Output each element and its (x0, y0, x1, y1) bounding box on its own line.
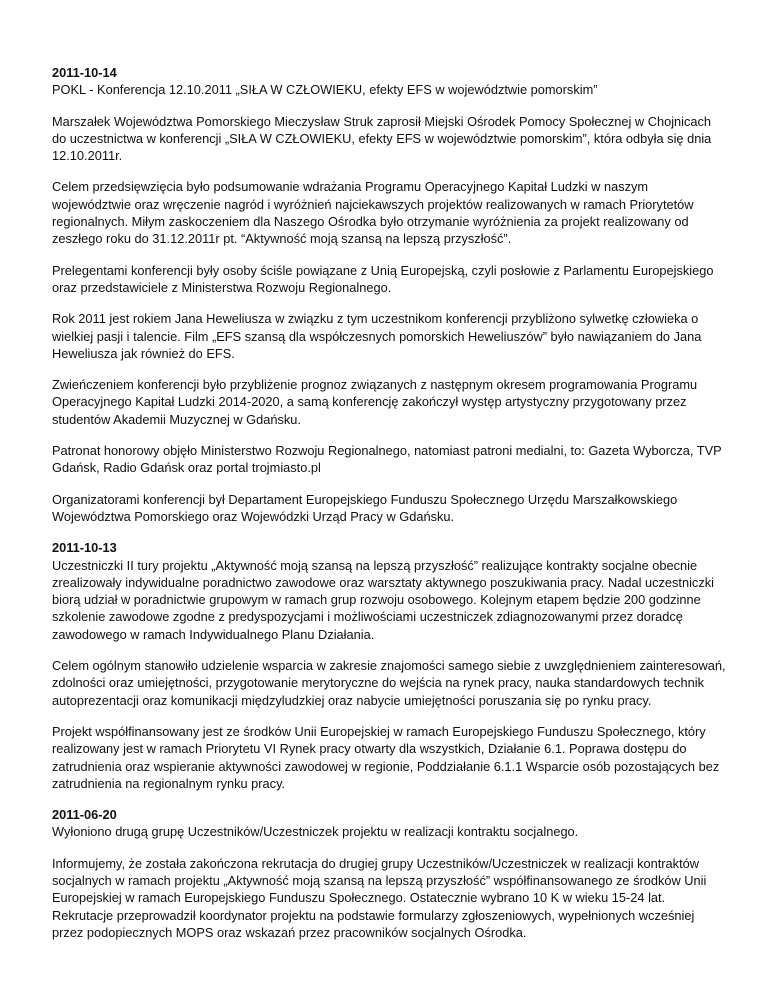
entry-paragraph: Patronat honorowy objęło Ministerstwo Rozwoju Regionalnego, natomiast patroni medialni, to: Gazeta Wyborcza, TVP Gdańsk, Radio Gdańsk oraz portal trojmiasto.pl (52, 443, 722, 476)
entry-paragraph: Celem ogólnym stanowiło udzielenie wsparcia w zakresie znajomości samego siebie z uwzględnieniem zainteresowań, zdolności oraz umiejętności, przygotowanie merytoryczne do wejścia na rynek pracy, nauka standardowych technik autoprezentacji oraz komunikacji międzyludzkiej oraz nabycie umiejętności poruszania się po rynku pracy. (52, 658, 726, 708)
entry-title: POKL - Konferencja 12.10.2011 „SIŁA W CZŁOWIEKU, efekty EFS w województwie pomorskim” (52, 82, 598, 98)
entry-paragraph: Uczestniczki II tury projektu „Aktywność moją szansą na lepszą przyszłość” realizujące kontrakty socjalne obecnie zrealizowały indywidualne poradnictwo zawodowe oraz warsztaty aktywnego poszukiwania pracy. Nadal uczestniczki biorą udział w poradnictwie grupowym w ramach grup rozwoju osobowego. Kolejnym etapem będzie 200 godzinne szkolenie zawodowe zgodne z predyspozycjami i możliwościami uczestniczek zdiagnozowanymi przez doradcę zawodowego w ramach Indywidualnego Planu Działania. (52, 557, 714, 642)
entry-date: 2011-10-14 (52, 65, 117, 80)
entry-paragraph: Zwieńczeniem konferencji było przybliżenie prognoz związanych z następnym okresem programowania Programu Operacyjnego Kapitał Ludzki 2014-2020, a samą konferencję zakończył występ artystyczny przygotowany przez studentów Akademii Muzycznej w Gdańsku. (52, 377, 698, 427)
entry-paragraph: Informujemy, że została zakończona rekrutacja do drugiej grupy Uczestników/Uczestniczek w realizacji kontraktów socjalnych w ramach projektu „Aktywność moją szansą na lepszą przyszłość” współfinansowanego ze środków Unii Europejskiej w ramach Europejskiego Funduszu Społecznego. Ostatecznie wybrano 10 K w wieku 15-24 lat. Rekrutacje przeprowadził koordynator projektu na podstawie formularzy zgłoszeniowych, wypełnionych wcześniej przez podopiecznych MOPS oraz wskazań przez pracowników socjalnych Ośrodka. (52, 855, 707, 940)
entry-paragraph: Celem przedsięwzięcia było podsumowanie wdrażania Programu Operacyjnego Kapitał Ludzki w naszym województwie oraz wręczenie nagród i wyróżnień najciekawszych projektów realizowanych w ramach Priorytetów regionalnych. Miłym zaskoczeniem dla Naszego Ośrodka było otrzymanie wyróżnienia za projekt realizowany od zeszłego roku do 31.12.2011r pt. “Aktywność moją szansą na lepszą przyszłość”. (52, 179, 694, 247)
news-entry (52, 806, 728, 941)
entry-paragraph: Organizatorami konferencji był Departament Europejskiego Funduszu Społecznego Urzędu Marszałkowskiego Województwa Pomorskiego oraz Wojewódzki Urząd Pracy w Gdańsku. (52, 491, 678, 524)
entry-date: 2011-06-20 (52, 807, 117, 823)
entry-paragraph: Rok 2011 jest rokiem Jana Heweliusza w związku z tym uczestnikom konferencji przybliżono sylwetkę człowieka o wielkiej pasji i talencie. Film „EFS szansą dla współczesnych pomorskich Heweliuszów” było nawiązaniem do Jana Heweliusza jak również do EFS. (52, 311, 702, 361)
entry-title: Wyłoniono drugą grupę Uczestników/Uczestniczek projektu w realizacji kontraktu socjalnego. (52, 824, 579, 840)
news-entry (52, 64, 728, 525)
entry-paragraph: Marszałek Województwa Pomorskiego Mieczysław Struk zaprosił Miejski Ośrodek Pomocy Społecznej w Chojnicach do uczestnictwa w konferencji „SIŁA W CZŁOWIEKU, efekty EFS w województwie pomorskim”, która odbyła się dnia 12.10.2011r. (52, 113, 712, 164)
entry-date: 2011-10-13 (52, 540, 117, 556)
entry-paragraph: Projekt współfinansowany jest ze środków Unii Europejskiej w ramach Europejskiego Funduszu Społecznego, który realizowany jest w ramach Priorytetu VI Rynek pracy otwarty dla wszystkich, Działanie 6.1. Poprawa dostępu do zatrudnienia oraz wspieranie aktywności zawodowej w regionie, Poddziałanie 6.1.1 Wsparcie osób pozostających bez zatrudnienia na regionalnym rynku pracy. (52, 723, 720, 791)
entry-paragraph: Prelegentami konferencji były osoby ściśle powiązane z Unią Europejską, czyli posłowie z Parlamentu Europejskiego oraz przedstawiciele z Ministerstwa Rozwoju Regionalnego. (52, 262, 714, 295)
news-entry (52, 539, 728, 792)
